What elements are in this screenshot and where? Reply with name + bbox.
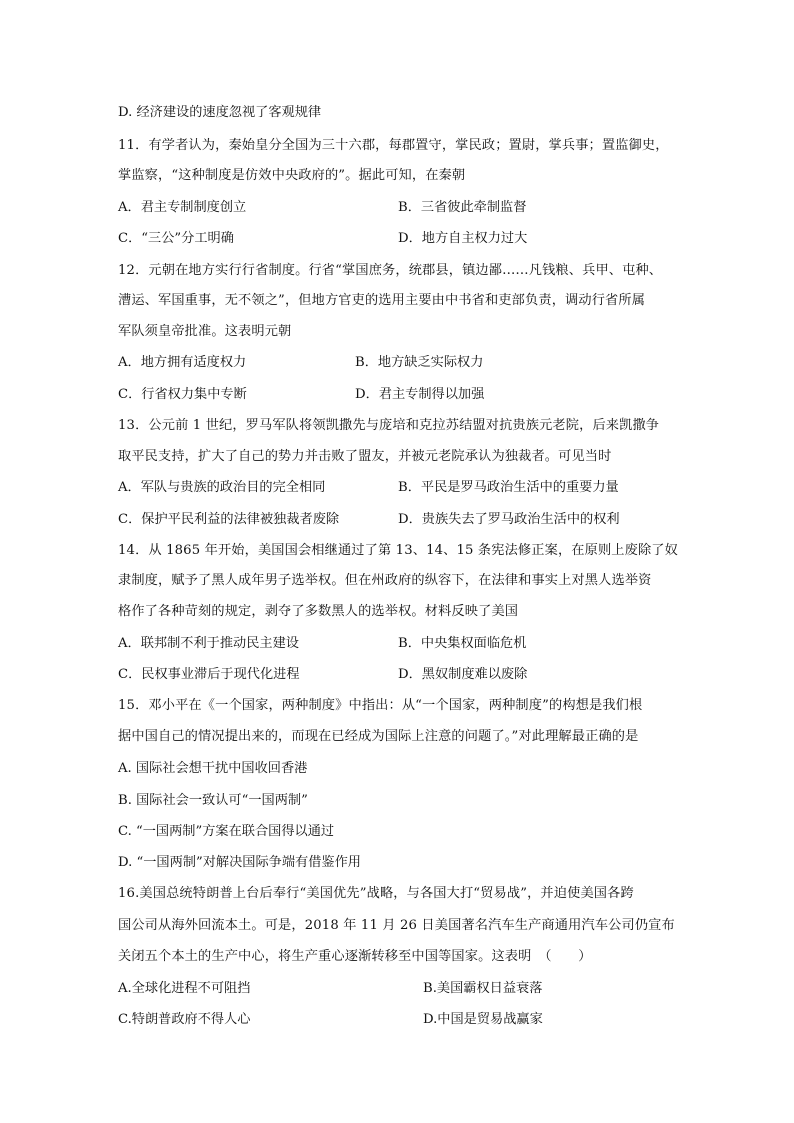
- q12-option-b: B．地方缺乏实际权力: [355, 355, 484, 370]
- q12-stem-line-2: 漕运、军国重事，无不领之”，但地方官吏的选用主要由中书省和吏部负责，调动行省所属: [118, 293, 646, 308]
- q11-stem-line-2: 掌监察，“这种制度是仿效中央政府的”。据此可知，在秦朝: [118, 168, 466, 183]
- q11-option-b: B．三省彼此牵制监督: [398, 200, 527, 215]
- q15-stem-line-1: 15．邓小平在《一个国家，两种制度》中指出：从“一个国家，两种制度”的构想是我们根: [118, 698, 643, 713]
- q15-option-c: C. “一国两制”方案在联合国得以通过: [118, 824, 335, 839]
- q12-stem-line-3: 军队须皇帝批准。这表明元朝: [118, 324, 292, 339]
- q14-stem-line-2: 隶制度，赋予了黑人成年男子选举权。但在州政府的纵容下，在法律和事实上对黑人选举资: [118, 573, 652, 588]
- q11-option-d: D．地方自主权力过大: [398, 231, 528, 246]
- q12-option-c: C．行省权力集中专断: [118, 387, 247, 402]
- q11-option-c: C．“三公”分工明确: [118, 231, 234, 246]
- q14-option-d: D．黑奴制度难以废除: [398, 667, 528, 682]
- q14-option-c: C．民权事业滞后于现代化进程: [118, 667, 300, 682]
- q16-option-b: B.美国霸权日益衰落: [423, 981, 543, 996]
- q12-stem-line-1: 12．元朝在地方实行行省制度。行省“掌国庶务，统郡县，镇边鄙……凡钱粮、兵甲、屯种、: [118, 263, 663, 278]
- q15-option-d: D. “一国两制”对解决国际争端有借鉴作用: [118, 855, 361, 870]
- q11-option-a: A．君主专制制度创立: [118, 200, 247, 215]
- q13-stem-line-1: 13．公元前 1 世纪，罗马军队将领凯撒先与庞培和克拉苏结盟对抗贵族元老院，后来凯撒争: [118, 418, 660, 433]
- q12-option-a: A．地方拥有适度权力: [118, 355, 247, 370]
- q13-option-c: C．保护平民利益的法律被独裁者废除: [118, 512, 340, 527]
- q11-stem-line-1: 11．有学者认为，秦始皇分全国为三十六郡，每郡置守，掌民政；置尉，掌兵事；置监御史，: [118, 138, 669, 153]
- q14-stem-line-3: 格作了各种苛刻的规定，剥夺了多数黑人的选举权。材料反映了美国: [118, 604, 519, 619]
- q15-option-b: B. 国际社会一致认可“一国两制”: [118, 793, 308, 808]
- q14-stem-line-1: 14．从 1865 年开始，美国国会相继通过了第 13、14、15 条宪法修正案，在原则上废除了奴: [118, 543, 678, 558]
- q13-option-b: B．平民是罗马政治生活中的重要力量: [398, 480, 619, 495]
- q16-option-d: D.中国是贸易战赢家: [423, 1012, 543, 1027]
- q16-option-a: A.全球化进程不可阻挡: [118, 981, 251, 996]
- q13-option-d: D．贵族失去了罗马政治生活中的权利: [398, 512, 620, 527]
- q16-stem-line-3: 关闭五个本土的生产中心，将生产重心逐渐转移至中国等国家。这表明 （ ）: [118, 949, 592, 964]
- q16-stem-line-2: 国公司从海外回流本土。可是，2018 年 11 月 26 日美国著名汽车生产商通用汽车公司仍宣布: [118, 918, 675, 933]
- q14-option-b: B．中央集权面临危机: [398, 636, 527, 651]
- q12-option-d: D．君主专制得以加强: [355, 387, 485, 402]
- q15-stem-line-2: 据中国自己的情况提出来的，而现在已经成为国际上注意的问题了。”对此理解最正确的是: [118, 729, 639, 744]
- prev-question-option-d: D. 经济建设的速度忽视了客观规律: [118, 105, 322, 120]
- q15-option-a: A. 国际社会想干扰中国收回香港: [118, 761, 308, 776]
- q13-option-a: A．军队与贵族的政治目的完全相同: [118, 480, 326, 495]
- q16-stem-line-1: 16.美国总统特朗普上台后奉行“美国优先”战略，与各国大打“贸易战”，并迫使美国各跨: [118, 886, 634, 901]
- q14-option-a: A．联邦制不利于推动民主建设: [118, 636, 299, 651]
- q16-option-c: C.特朗普政府不得人心: [118, 1012, 251, 1027]
- q13-stem-line-2: 取平民支持，扩大了自己的势力并击败了盟友，并被元老院承认为独裁者。可见当时: [118, 449, 612, 464]
